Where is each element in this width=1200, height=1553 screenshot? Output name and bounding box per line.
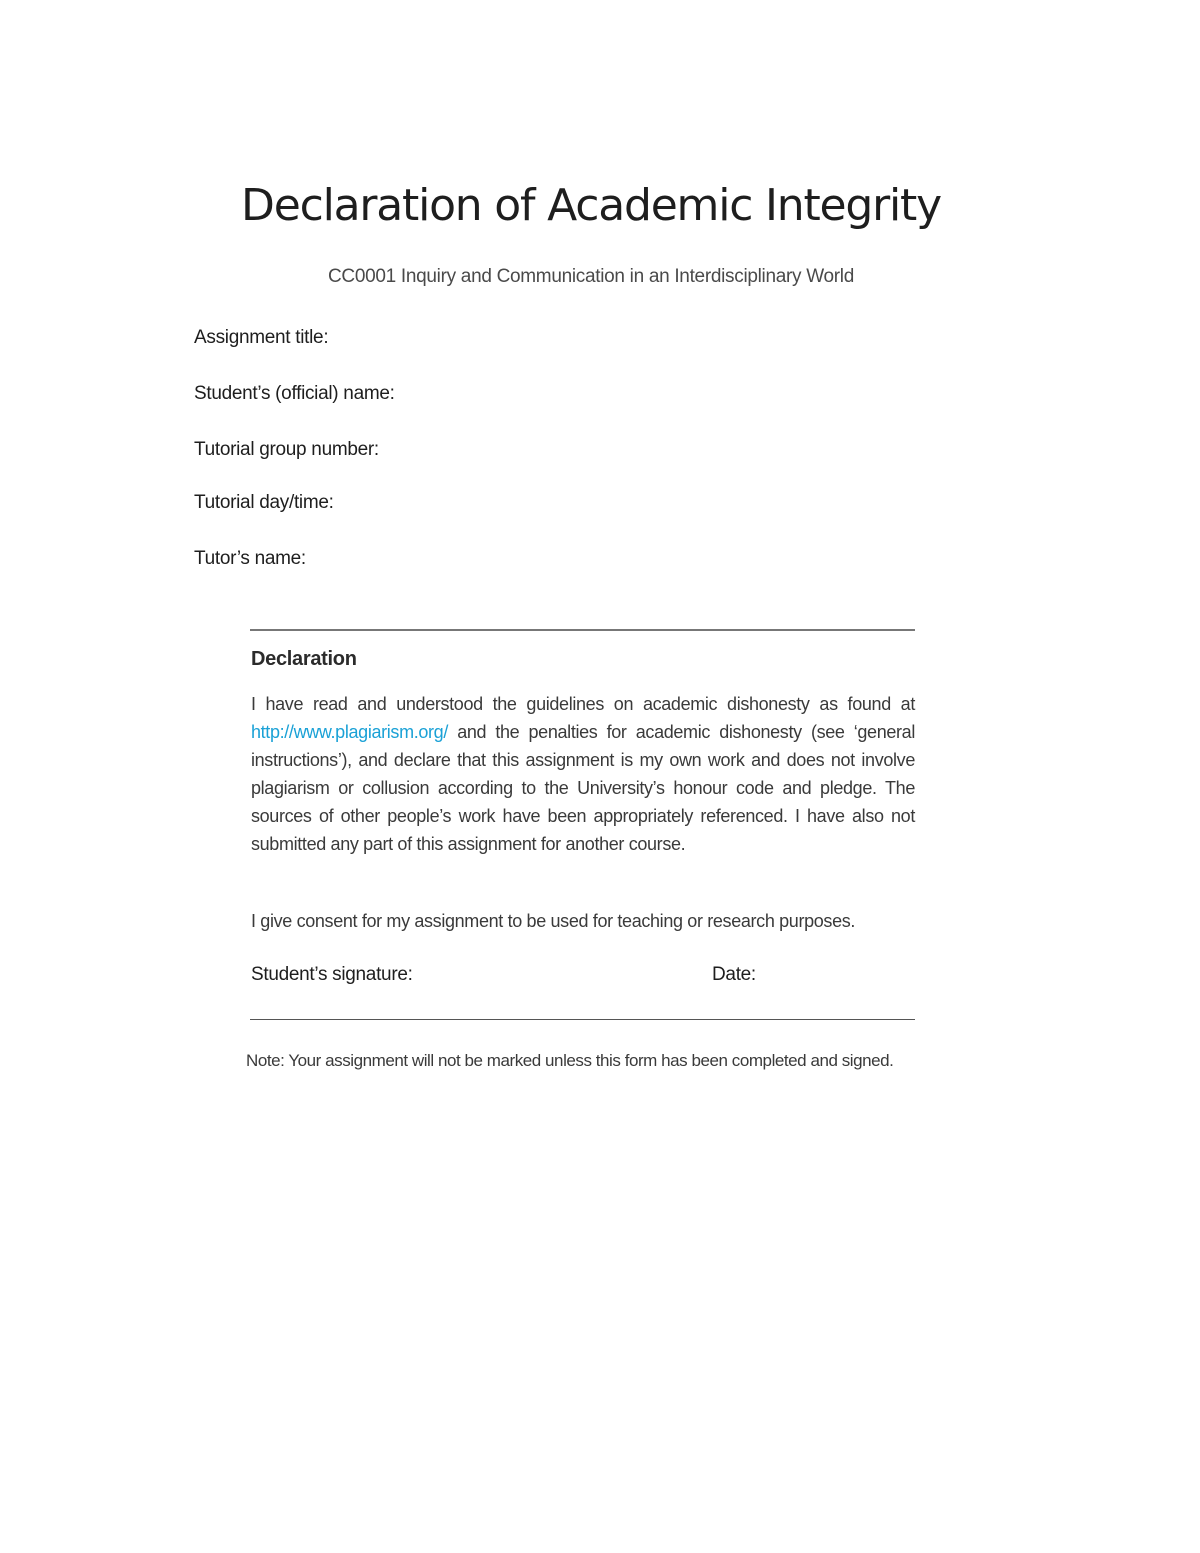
declaration-heading: Declaration — [251, 648, 357, 670]
signature-line — [250, 1019, 915, 1020]
declaration-top-divider — [250, 629, 915, 631]
declaration-body: and the penalties for academic dishonesty (see ‘general instructions’), and declare that this assignment is my own work and does not involve plagiarism or collusion according to the University’s honour code and pledge. The sources of other people’s work have been appropriately referenced. I have also not submitted any part of this assignment for another course. — [251, 722, 915, 854]
student-signature-label: Student’s signature: — [251, 964, 413, 985]
student-name-label: Student’s (official) name: — [194, 383, 395, 404]
course-subtitle: CC0001 Inquiry and Communication in an Interdisciplinary World — [328, 266, 854, 287]
tutorial-group-label: Tutorial group number: — [194, 439, 379, 460]
tutorial-time-label: Tutorial day/time: — [194, 492, 334, 513]
date-label: Date: — [712, 964, 756, 985]
declaration-intro: I have read and understood the guidelines on academic dishonesty as found at — [251, 694, 915, 714]
plagiarism-link[interactable]: http://www.plagiarism.org/ — [251, 722, 448, 742]
assignment-title-label: Assignment title: — [194, 327, 329, 348]
declaration-text — [251, 690, 915, 858]
page-title: Declaration of Academic Integrity — [241, 180, 941, 231]
tutor-name-label: Tutor’s name: — [194, 548, 306, 569]
consent-statement: I give consent for my assignment to be used for teaching or research purposes. — [251, 911, 856, 931]
completion-note: Note: Your assignment will not be marked unless this form has been completed and signed. — [246, 1051, 894, 1070]
